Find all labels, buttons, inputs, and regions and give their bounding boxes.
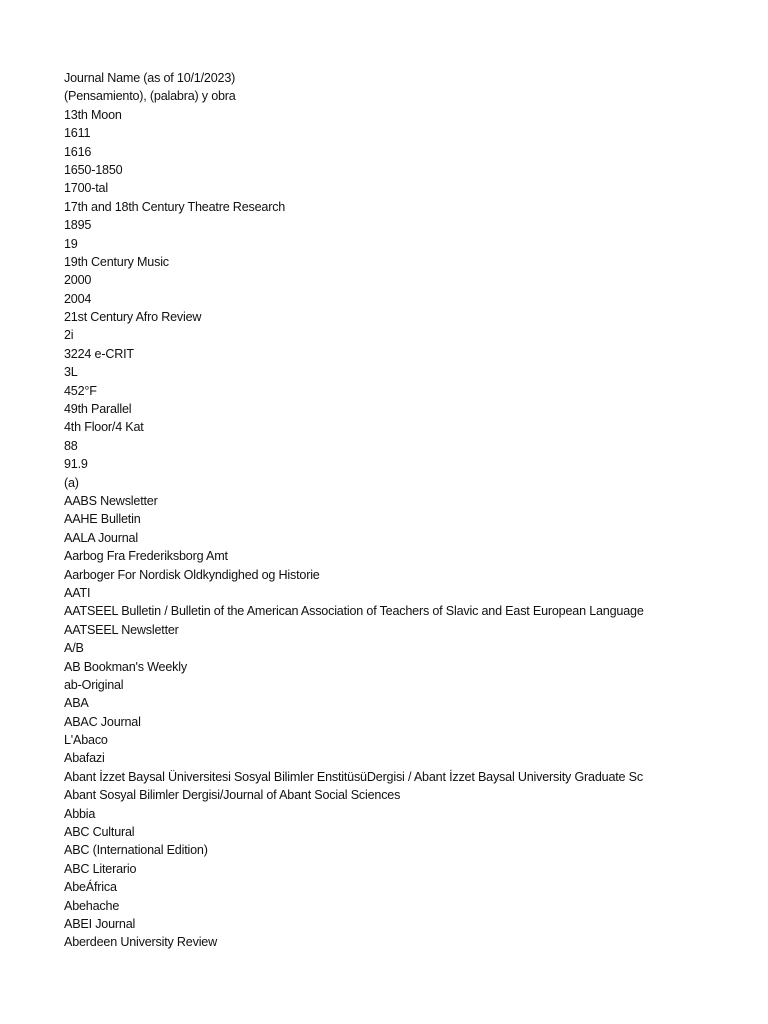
journal-list-item: 1895	[64, 218, 92, 233]
journal-list-item: ABC Literario	[64, 861, 137, 876]
column-header: Journal Name (as of 10/1/2023)	[64, 71, 236, 85]
journal-list-item: 88	[64, 438, 78, 453]
journal-list-item: 91.9	[64, 457, 88, 472]
journal-list-item: Abant Sosyal Bilimler Dergisi/Journal of Abant Social Sciences	[64, 788, 401, 803]
journal-list-item: 452°F	[64, 383, 97, 398]
journal-list-item: 3224 e-CRIT	[64, 346, 134, 361]
journal-list-item: AALA Journal	[64, 530, 138, 545]
journal-list-item: AAHE Bulletin	[64, 512, 141, 527]
journal-list-item: (a)	[64, 475, 79, 490]
journal-list-item: Abbia	[64, 806, 96, 821]
journal-list-item: Aarboger For Nordisk Oldkyndighed og Historie	[64, 567, 320, 582]
journal-list-item: AABS Newsletter	[64, 493, 158, 508]
journal-list-item: (Pensamiento), (palabra) y obra	[64, 89, 236, 104]
journal-list-item: ABC Cultural	[64, 825, 135, 840]
journal-list-item: Aberdeen University Review	[64, 935, 217, 950]
journal-list-item: Abehache	[64, 898, 120, 913]
journal-list-item: 1650-1850	[64, 162, 123, 177]
journal-list-item: 1700-tal	[64, 181, 108, 196]
journal-list-item: 3L	[64, 365, 78, 380]
journal-list-item: AATSEEL Newsletter	[64, 622, 179, 637]
journal-list-item: Abant İzzet Baysal Üniversitesi Sosyal Bilimler EnstitüsüDergisi / Abant İzzet Baysal University Graduate Sc	[64, 769, 643, 784]
journal-list-item: ABA	[64, 696, 89, 711]
journal-list-item: 13th Moon	[64, 107, 122, 122]
journal-list	[64, 69, 654, 952]
journal-list-item: 1616	[64, 144, 92, 159]
journal-list-item: 19	[64, 236, 78, 251]
journal-list-item: Aarbog Fra Frederiksborg Amt	[64, 549, 228, 564]
journal-list-item: ABAC Journal	[64, 714, 141, 729]
journal-list-item: AB Bookman's Weekly	[64, 659, 187, 674]
journal-list-item: ABC (International Edition)	[64, 843, 208, 858]
journal-list-item: AATI	[64, 585, 91, 600]
journal-list-item: 4th Floor/4 Kat	[64, 420, 144, 435]
journal-list-item: 2i	[64, 328, 74, 343]
journal-list-item: Abafazi	[64, 751, 105, 766]
journal-list-item: 49th Parallel	[64, 402, 132, 417]
journal-list-item: 17th and 18th Century Theatre Research	[64, 199, 286, 214]
journal-list-item: 1611	[64, 126, 91, 141]
journal-list-item: A/B	[64, 641, 84, 656]
journal-list-item: 21st Century Afro Review	[64, 310, 202, 325]
journal-list-item: AbeÁfrica	[64, 880, 117, 895]
journal-list-item: 2004	[64, 291, 92, 306]
journal-list-item: L'Abaco	[64, 733, 108, 748]
journal-list-item: AATSEEL Bulletin / Bulletin of the American Association of Teachers of Slavic and East European Language	[64, 604, 644, 619]
journal-list-item: ABEI Journal	[64, 916, 136, 931]
journal-list-item: ab-Original	[64, 677, 124, 692]
journal-list-item: 19th Century Music	[64, 254, 169, 269]
journal-list-item: 2000	[64, 273, 92, 288]
